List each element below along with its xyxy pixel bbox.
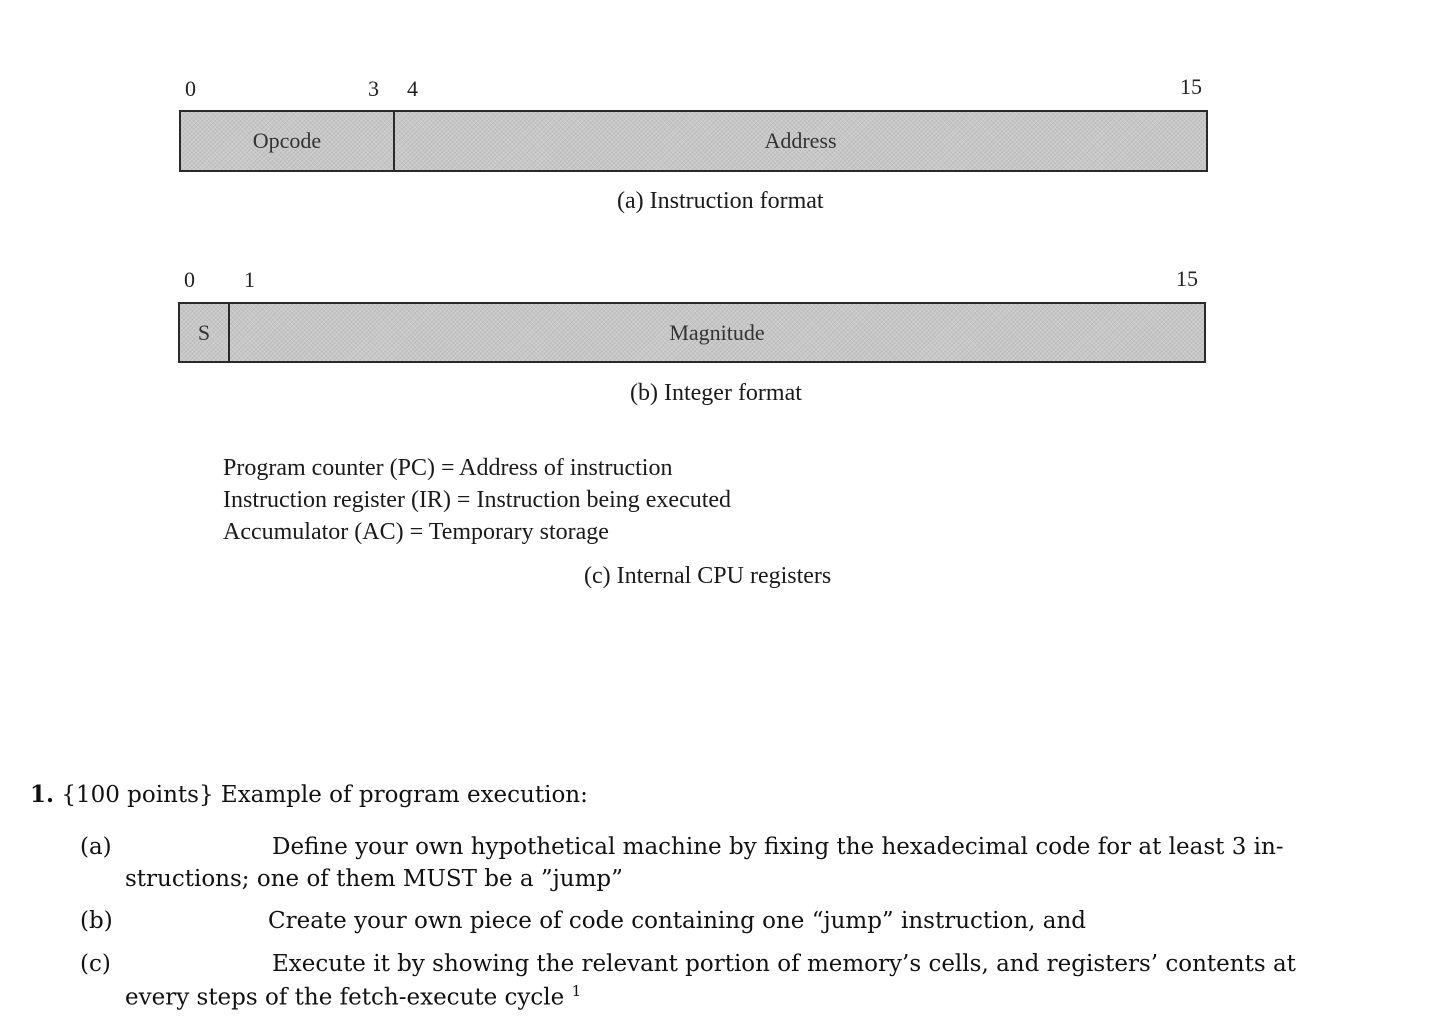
item-c-line2-text: every steps of the fetch-execute cycle [125,984,565,1011]
integer-format-bar [178,302,1206,363]
opcode-label: Opcode [252,128,322,153]
caption-cpu-registers: (c) Internal CPU registers [584,563,832,589]
sign-field [180,304,228,361]
bit-label-15: 15 [1176,266,1198,291]
bit-label-4: 4 [407,76,418,101]
bit-label-0: 0 [184,267,195,292]
address-label: Address [764,128,837,153]
bit-label-3: 3 [368,76,379,101]
opcode-field [181,112,393,170]
item-a-label: (a) [80,834,112,860]
item-b-label: (b) [80,908,113,934]
magnitude-label: Magnitude [669,319,765,345]
question-number: 1. [30,781,55,808]
caption-instruction-format: (a) Instruction format [617,188,824,214]
bit-label-1: 1 [244,267,255,292]
magnitude-field [230,304,1204,361]
caption-integer-format: (b) Integer format [630,380,802,406]
question-heading [30,781,588,808]
bit-label-0: 0 [185,76,196,101]
item-c-line2 [125,982,581,1011]
item-c-label: (c) [80,951,111,977]
item-a-line2: structions; one of them MUST be a ”jump” [125,866,623,892]
register-ir-line: Instruction register (IR) = Instruction being executed [223,487,732,513]
item-a-line1: Define your own hypothetical machine by fixing the hexadecimal code for at least 3 in- [272,834,1284,860]
question-text: {100 points} Example of program execution: [61,782,588,808]
bit-label-15: 15 [1180,74,1202,99]
item-b-text: Create your own piece of code containing one “jump” instruction, and [268,908,1087,934]
register-pc-line: Program counter (PC) = Address of instruction [223,455,673,481]
footnote-marker: 1 [571,982,582,1000]
address-field [395,112,1206,170]
sign-label: S [197,319,211,345]
instruction-format-bar [179,110,1208,172]
item-c-line1: Execute it by showing the relevant portion of memory’s cells, and registers’ contents at [272,951,1296,977]
register-ac-line: Accumulator (AC) = Temporary storage [223,519,609,545]
